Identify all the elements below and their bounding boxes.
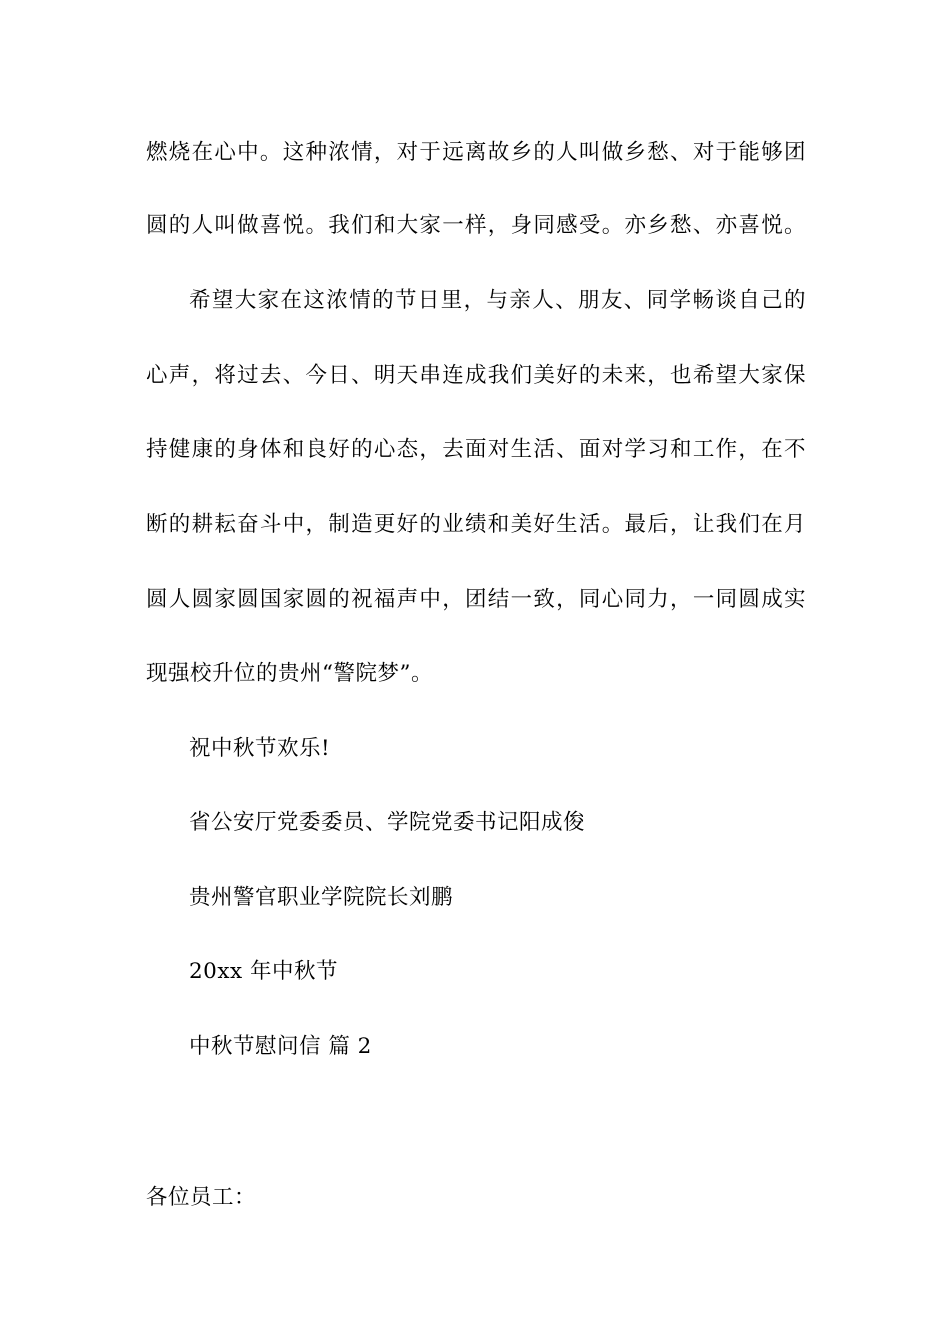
signature-party-secretary: 省公安厅党委委员、学院党委书记阳成俊 [189, 810, 586, 835]
paragraph2-line-4: 断的耕耘奋斗中，制造更好的业绩和美好生活。最后，让我们在月 [146, 512, 806, 537]
greeting: 祝中秋节欢乐! [189, 736, 331, 761]
paragraph2-line-6: 现强校升位的贵州“警院梦”。 [146, 661, 433, 686]
section-title: 中秋节慰问信 篇 2 [189, 1034, 372, 1059]
signature-president: 贵州警官职业学院院长刘鹏 [189, 885, 454, 910]
paragraph1-line-1: 燃烧在心中。这种浓情，对于远离故乡的人叫做乡愁、对于能够团 [146, 140, 806, 165]
letter-date: 20xx 年中秋节 [189, 959, 338, 984]
paragraph2-line-5: 圆人圆家圆国家圆的祝福声中，团结一致，同心同力，一同圆成实 [146, 587, 806, 612]
paragraph2-line-1: 希望大家在这浓情的节日里，与亲人、朋友、同学畅谈自己的 [189, 288, 806, 313]
paragraph2-line-2: 心声，将过去、今日、明天串连成我们美好的未来，也希望大家保 [146, 363, 806, 388]
salutation: 各位员工： [146, 1185, 257, 1210]
paragraph1-line-2: 圆的人叫做喜悦。我们和大家一样，身同感受。亦乡愁、亦喜悦。 [146, 213, 806, 238]
paragraph2-line-3: 持健康的身体和良好的心态，去面对生活、面对学习和工作，在不 [146, 437, 806, 462]
